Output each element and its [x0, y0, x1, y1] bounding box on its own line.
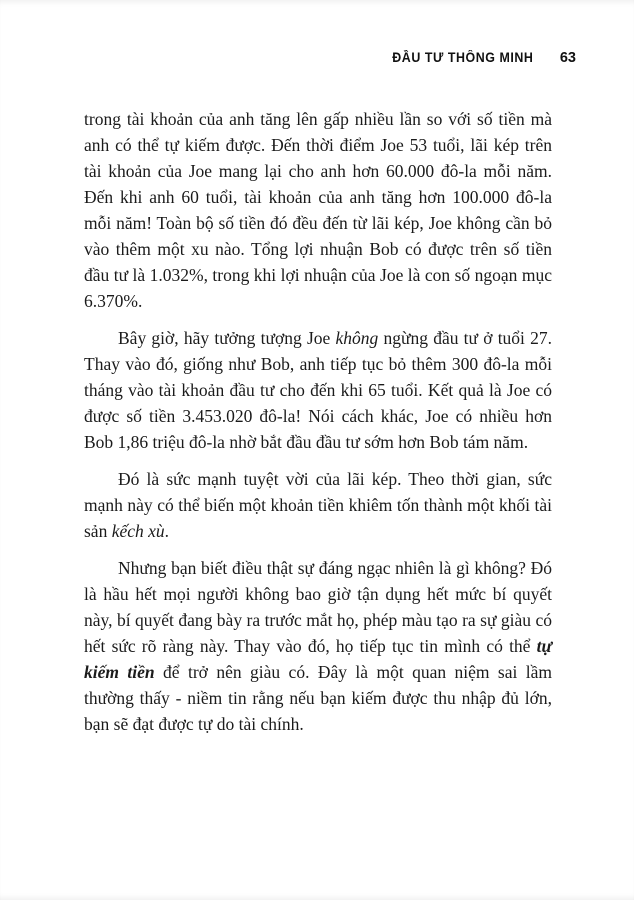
text-run: Nhưng bạn biết điều thật sự đáng ngạc nhiên là gì không? Đó là hầu hết mọi người không bao giờ tận dụng hết mức bí quyết này, bí quyết đang bày ra trước mắt họ, phép màu tạo ra sự giàu có hết sức rõ ràng này. Thay vào đó, họ tiếp tục tin mình có thể — [84, 558, 552, 656]
paragraph — [84, 466, 552, 544]
paragraph — [84, 325, 552, 455]
text-run: để trở nên giàu có. Đây là một quan niệm sai lầm thường thấy - niềm tin rằng nếu bạn kiếm được thu nhập đủ lớn, bạn sẽ đạt được tự do tài chính. — [84, 662, 553, 734]
text-run: trong tài khoản của anh tăng lên gấp nhiều lần so với số tiền mà anh có thể tự kiếm được. Đến thời điểm Joe 53 tuổi, lãi kép trên tài khoản của Joe mang lại cho anh hơn 60.000 đô-la mỗi năm. Đến khi anh 60 tuổi, tài khoản của anh tăng hơn 100.000 đô-la mỗi năm! Toàn bộ số tiền đó đều đến từ lãi kép, Joe không cần bỏ vào thêm một xu nào. Tổng lợi nhuận Bob có được trên số tiền đầu tư là 1.032%, trong khi lợi nhuận của Joe là con số ngoạn mục 6.370%. — [84, 109, 552, 311]
page-number: 63 — [559, 50, 576, 66]
paragraph — [84, 106, 552, 314]
paragraph — [84, 555, 552, 737]
text-run: tự kiếm tiền — [84, 636, 552, 682]
text-run: Bây giờ, hãy tưởng tượng Joe — [118, 328, 336, 348]
text-run: Đó là sức mạnh tuyệt vời của lãi kép. Theo thời gian, sức mạnh này có thể biến một khoản tiền khiêm tốn thành một khối tài sản — [84, 469, 552, 541]
text-run: kếch xù — [111, 521, 165, 541]
running-head — [380, 50, 576, 66]
text-run: ngừng đầu tư ở tuổi 27. Thay vào đó, giống như Bob, anh tiếp tục bỏ thêm 300 đô-la mỗi tháng vào tài khoản đầu tư cho đến khi 65 tuổi. Kết quả là Joe có được số tiền 3.453.020 đô-la! Nói cách khác, Joe có nhiều hơn Bob 1,86 triệu đô-la nhờ bắt đầu đầu tư sớm hơn Bob tám năm. — [84, 328, 552, 452]
running-head-title: ĐẦU TƯ THÔNG MINH — [392, 50, 534, 65]
page-body — [84, 106, 552, 748]
text-run: . — [164, 521, 170, 541]
text-run: không — [335, 328, 379, 348]
